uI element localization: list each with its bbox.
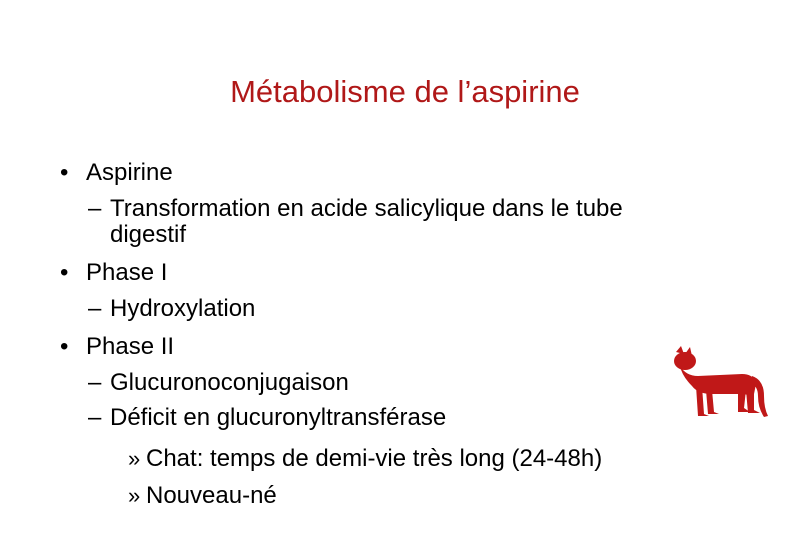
sub-sub-item: » Nouveau-né bbox=[128, 482, 277, 509]
bullet-item: • Aspirine bbox=[60, 159, 173, 186]
sub-item-continuation: digestif bbox=[110, 221, 187, 248]
slide-title: Métabolisme de l’aspirine bbox=[230, 74, 580, 109]
sub-sub-item: » Chat: temps de demi-vie très long (24-48h) bbox=[128, 445, 603, 472]
bullet-item: • Phase I bbox=[60, 259, 168, 286]
sub-item: – Hydroxylation bbox=[88, 295, 256, 322]
sub-item: – Transformation en acide salicylique dans le tube bbox=[88, 195, 623, 222]
bullet-item: • Phase II bbox=[60, 333, 175, 360]
cat-icon bbox=[672, 346, 770, 418]
sub-item: – Glucuronoconjugaison bbox=[88, 369, 349, 396]
sub-item: – Déficit en glucuronyltransférase bbox=[88, 404, 447, 431]
